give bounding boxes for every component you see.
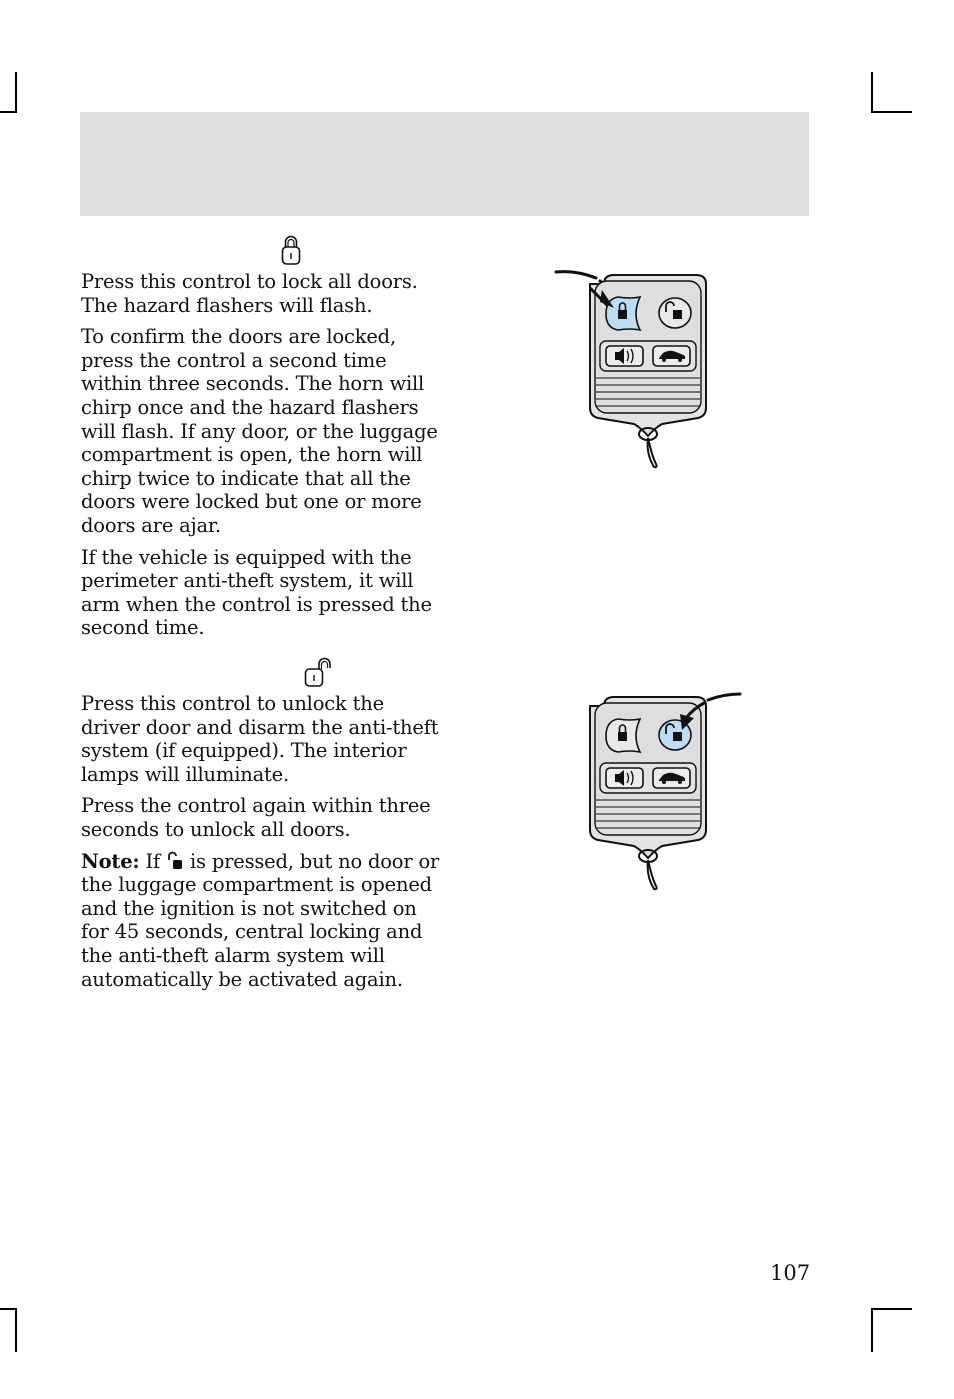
unlock-button [659, 298, 691, 328]
arrow-lead [556, 272, 596, 278]
lock-paragraph: To confirm the doors are locked, press the control a second time within three seconds. The horn will chirp once and the hazard flashers will flash. If any door, or the luggage compartment is open, the horn will chirp twice to indicate that all the doors were locked but one or more doors are ajar. [81, 325, 438, 537]
lock-button [606, 719, 640, 752]
unlock-paragraph: Press the control again within three seconds to unlock all doors. [81, 794, 431, 841]
unlock-section-text [81, 692, 441, 999]
header-band [80, 112, 809, 216]
panic-horn-button [606, 346, 643, 366]
trunk-release-button [653, 346, 690, 366]
note-paragraph [81, 850, 441, 992]
crop-mark-top-right [871, 72, 873, 112]
page-number: 107 [770, 1261, 811, 1285]
arrow-lead [708, 694, 740, 700]
remote-key-fob-lock-highlighted [548, 266, 748, 476]
unlock-icon [166, 851, 184, 871]
crop-mark-bottom-left [15, 1308, 17, 1352]
note-label: Note: [81, 849, 140, 873]
crop-mark-top-right [871, 111, 912, 113]
crop-mark-top-left [0, 111, 17, 113]
remote-key-fob-unlock-highlighted [548, 688, 748, 898]
note-text-before: If [145, 849, 160, 873]
unlock-paragraph: Press this control to unlock the driver door and disarm the anti-theft system (if equipped). The interior lamps will illuminate. [81, 692, 439, 786]
panic-horn-button [606, 768, 643, 788]
crop-mark-bottom-right [871, 1308, 912, 1310]
lock-closed-icon [279, 233, 303, 267]
crop-mark-top-left [15, 72, 17, 112]
note-text-after: is pressed, but no door or the luggage compartment is opened and the ignition is not switched on for 45 seconds, central locking and the anti-theft alarm system will automatically be activated again. [81, 849, 440, 991]
trunk-release-button [653, 768, 690, 788]
lock-button [606, 297, 640, 330]
lock-paragraph: Press this control to lock all doors. The hazard flashers will flash. [81, 270, 418, 317]
lock-section-text [81, 270, 441, 648]
lock-open-icon [302, 655, 336, 689]
crop-mark-bottom-right [871, 1308, 873, 1352]
lock-paragraph: If the vehicle is equipped with the perimeter anti-theft system, it will arm when the control is pressed the second time. [81, 545, 432, 640]
